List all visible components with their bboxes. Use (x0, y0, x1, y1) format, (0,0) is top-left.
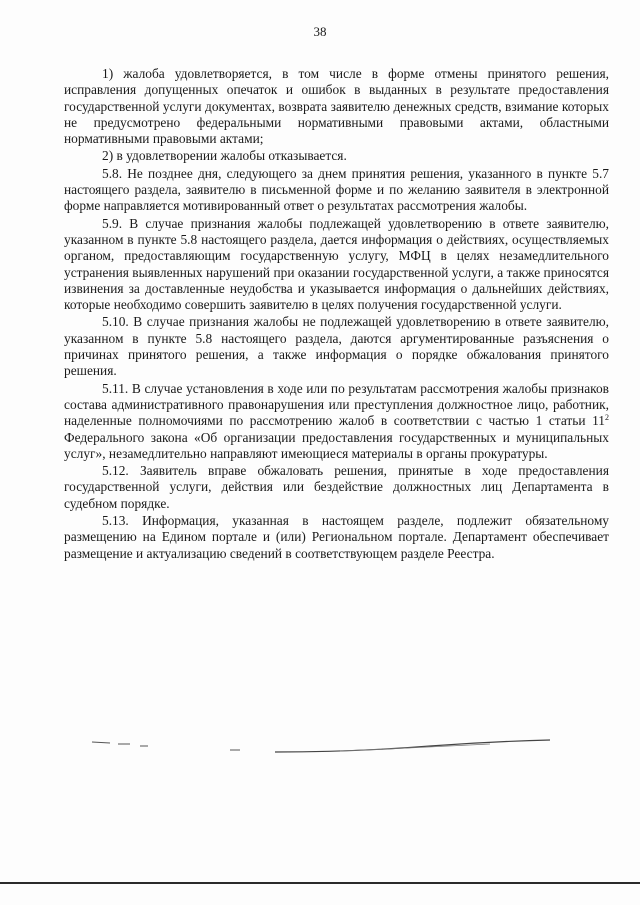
paragraph-5-8: 5.8. Не позднее дня, следующего за днем принятия решения, указанного в пункте 5.7 настоящего раздела, заявителю в письменной форме и по желанию заявителя в электронной форме направляется мотивированный ответ о результатах рассмотрения жалобы. (64, 165, 609, 214)
paragraph-5-9: 5.9. В случае признания жалобы подлежащей удовлетворению в ответе заявителю, указанном в пункте 5.8 настоящего раздела, дается информация о действиях, осуществляемых органом, предоставляющим государственную услугу, МФЦ в целях незамедлительного устранения выявленных нарушений при оказании государственной услуги, а также приносятся извинения за доставленные неудобства и указывается информация о дальнейших действиях, которые необходимо совершить заявителю в целях получения государственной услуги. (64, 215, 609, 313)
paragraph-5-10: 5.10. В случае признания жалобы не подлежащей удовлетворению в ответе заявителю, указанном в пункте 5.8 настоящего раздела, даются аргументированные разъяснения о причинах принятого решения, а также информация о порядке обжалования принятого решения. (64, 314, 609, 379)
handwritten-line (90, 730, 570, 760)
paragraph-5-11-text: 5.11. В случае установления в ходе или по результатам рассмотрения жалобы признаков состава административного правонарушения или преступления должностное лицо, работник, наделенные полномочиями по рассмотрению жалоб в соответствии с частью 1 статьи 11 (64, 380, 609, 429)
superscript: 2 (605, 413, 609, 423)
paragraph-5-13: 5.13. Информация, указанная в настоящем разделе, подлежит обязательному размещению на Едином портале и (или) Региональном портале. Департамент обеспечивает размещение и актуализацию сведений в соответствующем разделе Реестра. (64, 513, 609, 561)
bottom-border (0, 882, 640, 884)
paragraph-5-11 (64, 381, 609, 462)
page-number: 38 (313, 24, 327, 39)
paragraph-5-12: 5.12. Заявитель вправе обжаловать решения, принятые в ходе предоставления государственной услуги, действия или бездействие должностных лиц Департамента в судебном порядке. (64, 463, 609, 511)
paragraph-item-2: 2) в удовлетворении жалобы отказывается. (102, 148, 347, 164)
document-body (64, 66, 609, 562)
paragraph-5-11-text-end: Федерального закона «Об организации предоставления государственных и муниципальных услуг», незамедлительно направляют имеющиеся материалы в органы прокуратуры. (64, 429, 609, 461)
paragraph-item-1: 1) жалоба удовлетворяется, в том числе в форме отмены принятого решения, исправления допущенных опечаток и ошибок в выданных в результате предоставления государственной услуги документах, возврата заявителю денежных средств, взимание которых не предусмотрено федеральными нормативными правовыми актами, областными нормативными правовыми актами; (64, 66, 609, 147)
